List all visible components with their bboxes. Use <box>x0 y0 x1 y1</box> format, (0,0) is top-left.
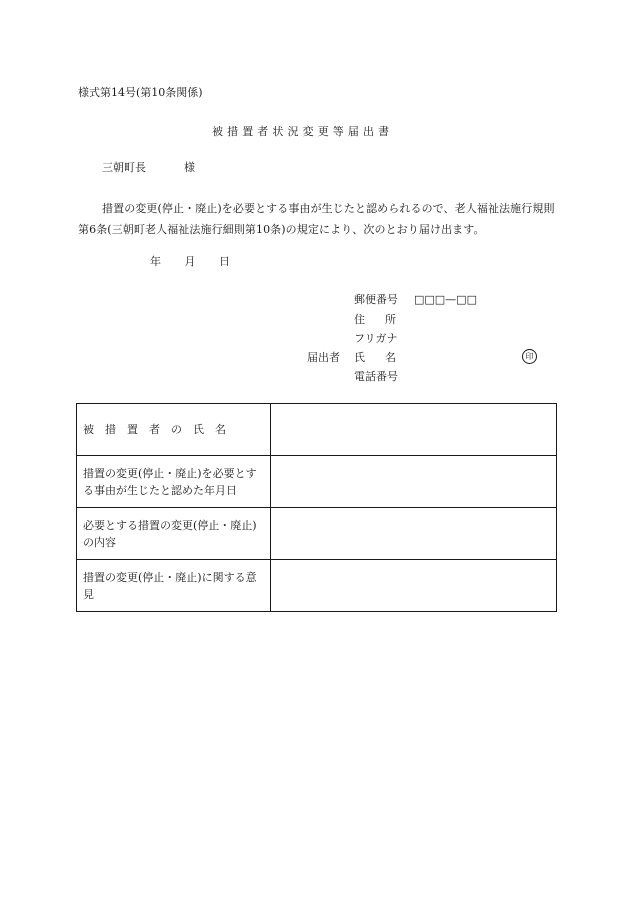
phone-label: 電話番号 <box>354 370 398 383</box>
row-value-change-content[interactable] <box>271 508 557 560</box>
row-label-recognition-date: 措置の変更(停止・廃止)を必要とする事由が生じたと認めた年月日 <box>77 456 271 508</box>
form-number: 様式第14号(第10条関係) <box>78 86 203 99</box>
body-text: 措置の変更(停止・廃止)を必要とする事由が生じたと認められるので、老人福祉法施行規則第6条(三朝町老人福祉法施行細則第10条)の規定により、次のとおり届け出ます。 <box>78 202 555 236</box>
row-value-recognition-date[interactable] <box>271 456 557 508</box>
table-row <box>77 404 557 456</box>
table-row <box>77 560 557 612</box>
row-label-recipient-name: 被措置者の氏名 <box>77 404 271 456</box>
details-table <box>76 403 557 612</box>
table-row <box>77 456 557 508</box>
addressee-honorific: 様 <box>184 161 195 174</box>
seal-mark: 印 <box>522 349 537 364</box>
postal-code-value: □□□—□□ <box>414 293 477 306</box>
postal-code-label: 郵便番号 <box>354 293 398 306</box>
name-label: 氏名 <box>354 351 416 364</box>
table-row <box>77 508 557 560</box>
furigana-label: フリガナ <box>354 332 398 345</box>
row-label-opinion: 措置の変更(停止・廃止)に関する意見 <box>77 560 271 612</box>
postal-code-field[interactable] <box>414 294 477 305</box>
applicant-label: 届出者 <box>307 351 340 364</box>
addressee-name: 三朝町長 <box>102 161 146 174</box>
address-label: 住所 <box>354 313 416 326</box>
row-value-recipient-name[interactable] <box>271 404 557 456</box>
addressee <box>102 162 195 173</box>
date-line: 年 月 日 <box>150 255 230 268</box>
row-label-change-content: 必要とする措置の変更(停止・廃止)の内容 <box>77 508 271 560</box>
document-title: 被措置者状況変更等届出書 <box>212 125 394 138</box>
row-value-opinion[interactable] <box>271 560 557 612</box>
